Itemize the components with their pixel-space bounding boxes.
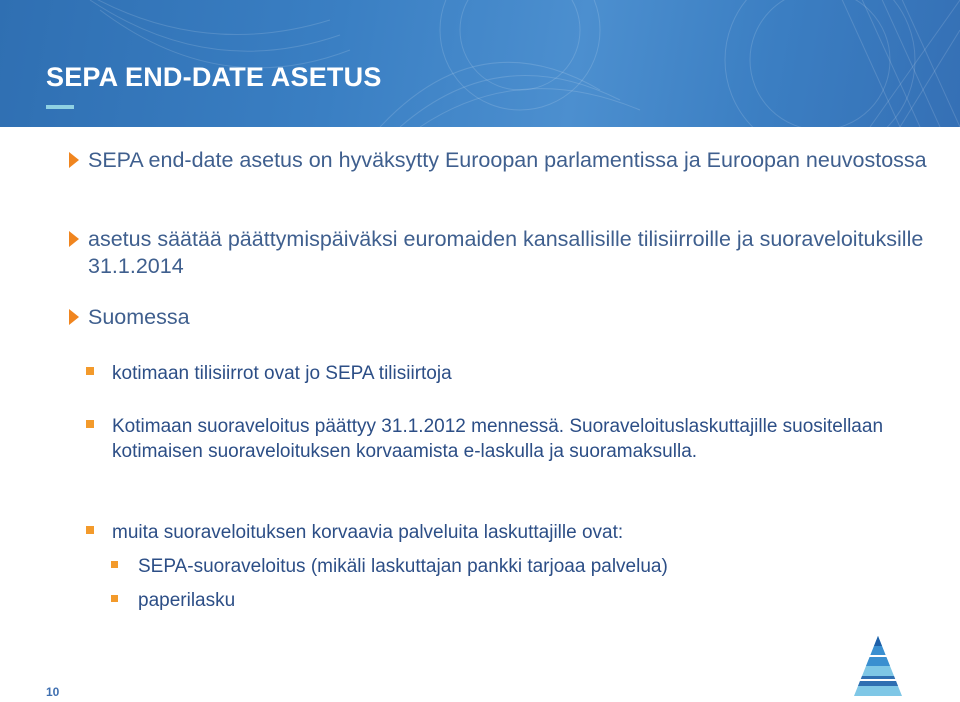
- orange-triangle-icon: [69, 152, 79, 168]
- bullet-text: SEPA-suoraveloitus (mikäli laskuttajan pankki tarjoaa palvelua): [138, 556, 668, 577]
- page-number: 10: [46, 685, 60, 699]
- bullet-level2: [112, 414, 902, 464]
- orange-triangle-icon: [69, 231, 79, 247]
- orange-square-icon: [86, 420, 94, 428]
- bullet-level2: [112, 361, 902, 386]
- triangle-logo-icon: [852, 634, 904, 698]
- bullet-level1: [88, 147, 928, 174]
- bullet-level2: [112, 520, 902, 545]
- bullet-text: SEPA end-date asetus on hyväksytty Euroopan parlamentissa ja Euroopan neuvostossa: [88, 148, 927, 172]
- orange-triangle-icon: [69, 309, 79, 325]
- slide-title: SEPA END-DATE ASETUS: [46, 62, 382, 92]
- bullet-text: Suomessa: [88, 305, 190, 329]
- bullet-text: Kotimaan suoraveloitus päättyy 31.1.2012 mennessä. Suoraveloituslaskuttajille suositellaan kotimaisen suoraveloituksen korvaamista e-laskulla ja suoramaksulla.: [112, 416, 884, 462]
- orange-square-icon: [86, 526, 94, 534]
- bullet-level1: [88, 304, 928, 331]
- bullet-level3: [138, 554, 898, 579]
- bullet-text: paperilasku: [138, 590, 236, 611]
- bullet-level1: [88, 226, 928, 280]
- bullet-text: asetus säätää päättymispäiväksi euromaiden kansallisille tilisiirroille ja suoraveloituksille 31.1.2014: [88, 227, 924, 278]
- bullet-text: muita suoraveloituksen korvaavia palveluita laskuttajille ovat:: [112, 522, 624, 543]
- bullet-text: kotimaan tilisiirrot ovat jo SEPA tilisiirtoja: [112, 363, 452, 384]
- orange-square-icon: [111, 595, 118, 602]
- orange-square-icon: [111, 561, 118, 568]
- bullet-level3: [138, 588, 898, 613]
- orange-square-icon: [86, 367, 94, 375]
